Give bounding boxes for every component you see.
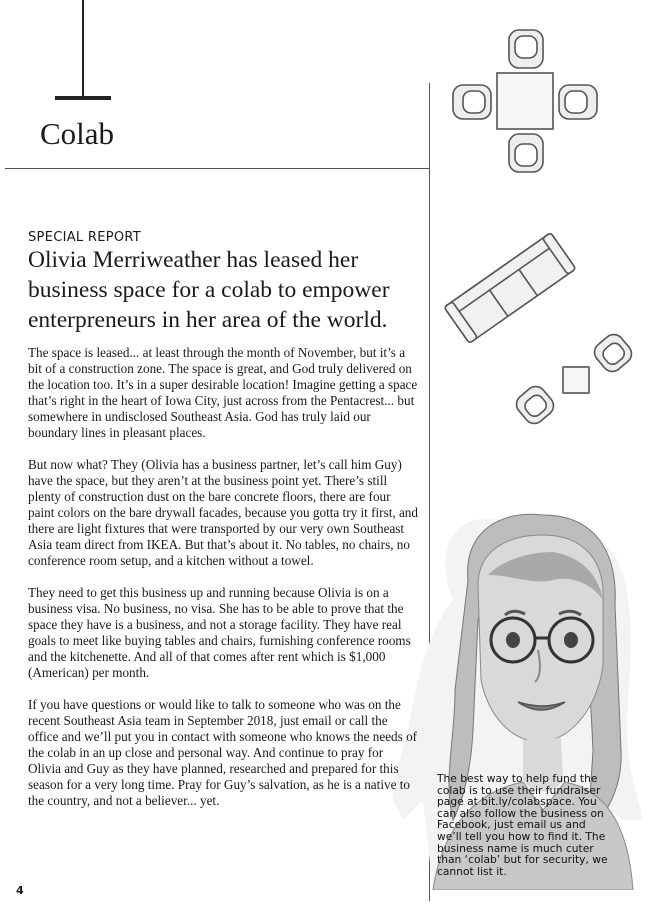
side-table-chairs-icon	[505, 325, 640, 430]
sidebar-callout: The best way to help fund the colab is to use their fundraiser page at bit.ly/colabspace. You can also follow the business on Facebook, just email us and we’ll tell you how to find it. The business name is much cuter than ‘colab’ but for security, we cannot list it.	[437, 772, 608, 878]
body-paragraph: They need to get this business up and running because Olivia is on a business visa. No business, no visa. She has to be able to prove that the space they have is a business, and not a storage facility. They have real goals to meet like buying tables and chairs, furnishing conference rooms and the kitchenette. And all of that comes after rent which is $1,000 (American) per month.	[28, 585, 411, 680]
section-title: Colab	[40, 116, 115, 151]
title-rule-bar	[55, 96, 111, 100]
title-underline	[5, 168, 429, 169]
headline: Olivia Merriweather has leased her business space for a colab to empower enterpreneurs in her area of the world.	[28, 247, 390, 333]
page-number: 4	[16, 884, 24, 897]
kicker-label: SPECIAL REPORT	[28, 230, 142, 245]
table-and-chairs-icon	[445, 25, 615, 180]
body-paragraph: The space is leased... at least through the month of November, but it’s a bit of a construction zone. The space is great, and God truly delivered on the location too. It’s in a super desirable location! Imagine getting a space that’s right in the heart of Iowa City, just across from the Pentacrest... but somewhere in undisclosed Southeast Asia. God has truly laid our boundary lines in pleasant places.	[28, 345, 418, 440]
body-paragraph: But now what? They (Olivia has a business partner, let’s call him Guy) have the space, but they aren’t at the business point yet. There’s still plenty of construction dust on the bare concrete floors, there are four paint colors on the bare drywall facades, because you gotta try it first, and there are light fixtures that were transported by our very own Southeast Asia team direct from IKEA. But that’s about it. No tables, no chairs, no conference room setup, and a kitchen without a towel.	[28, 457, 418, 568]
title-rule-vertical	[82, 0, 84, 97]
body-paragraph: If you have questions or would like to talk to someone who was on the recent Southeast Asia team in September 2018, just email or call the office and we’ll put you in contact with someone who knows the needs of the colab in an up close and personal way. And continue to pray for Olivia and Guy as they have planned, researched and prepared for this season for a very long time. Pray for Guy’s salvation, as he is a native to the country, and not a believer... yet.	[28, 697, 418, 808]
article-body	[28, 345, 418, 825]
